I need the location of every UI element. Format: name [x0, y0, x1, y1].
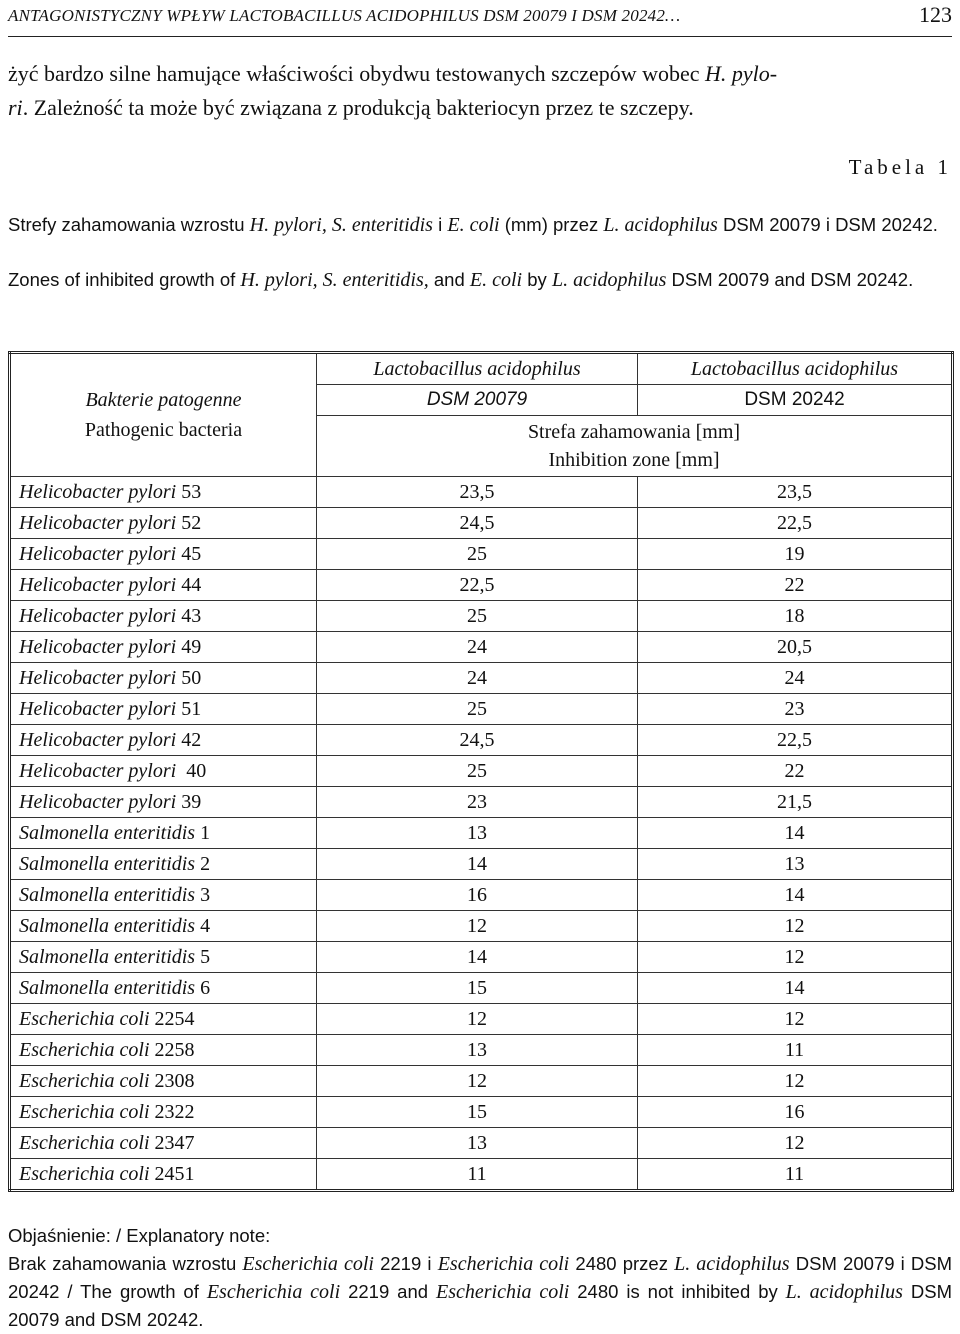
note-italic: Escherichia coli [437, 1253, 570, 1275]
table-row [10, 849, 953, 880]
pathogen-name-cell [10, 756, 317, 787]
table-row [10, 601, 953, 632]
pathogen-name-cell [10, 1066, 317, 1097]
table-row [10, 725, 953, 756]
pathogen-name-cell [10, 539, 317, 570]
pathogen-genus: Helicobacter pylori [19, 791, 177, 813]
header-strain-text: DSM 20079 [426, 389, 528, 410]
pathogen-genus: Salmonella enteritidis [19, 884, 196, 906]
table-row [10, 880, 953, 911]
value-dsm20079: 13 [317, 1128, 638, 1159]
value-dsm20242: 22,5 [637, 508, 952, 539]
inhibition-table [8, 351, 954, 1192]
pathogen-genus: Salmonella enteritidis [19, 853, 196, 875]
body-italic-span: H. pylo- [705, 61, 778, 86]
value-dsm20079: 24,5 [317, 508, 638, 539]
pathogen-name-cell [10, 849, 317, 880]
pathogen-genus: Escherichia coli [19, 1163, 150, 1185]
pathogen-name-cell [10, 694, 317, 725]
pathogen-name-cell [10, 973, 317, 1004]
header-species-text: Lactobacillus acidophilus [690, 358, 899, 380]
note-body [8, 1250, 952, 1334]
pathogen-strain: 39 [176, 791, 202, 813]
caption-italic: E. coli [447, 214, 500, 236]
caption-text: and [428, 269, 470, 290]
value-dsm20242: 18 [637, 601, 952, 632]
pathogen-name-cell [10, 508, 317, 539]
table-row [10, 1035, 953, 1066]
caption-text: Strefy zahamowania wzrostu [8, 214, 250, 235]
header-zone-pl: Strefa zahamowania [mm] [527, 421, 741, 443]
pathogen-strain: 2 [195, 853, 211, 875]
pathogen-genus: Escherichia coli [19, 1101, 150, 1123]
pathogen-name-cell [10, 880, 317, 911]
value-dsm20242: 14 [637, 973, 952, 1004]
pathogen-strain: 6 [195, 977, 211, 999]
header-pathogen-pl: Bakterie patogenne [85, 389, 242, 411]
body-text-span: żyć bardzo silne hamujące właściwości obydwu testowanych szczepów wobec [8, 61, 706, 86]
caption-text: (mm) przez [499, 214, 604, 235]
value-dsm20079: 22,5 [317, 570, 638, 601]
pathogen-strain: 1 [195, 822, 211, 844]
pathogen-name-cell [10, 1159, 317, 1191]
pathogen-name-cell [10, 725, 317, 756]
header-pathogen-cell [10, 353, 317, 477]
value-dsm20079: 16 [317, 880, 638, 911]
table-row [10, 508, 953, 539]
value-dsm20079: 12 [317, 911, 638, 942]
note-heading: Objaśnienie: / Explanatory note: [8, 1225, 271, 1246]
note-italic: Escherichia coli [436, 1281, 570, 1303]
caption-italic: E. coli [469, 269, 523, 291]
note-italic: L. acidophilus [785, 1281, 903, 1303]
table-caption-pl [8, 211, 952, 239]
caption-text: i [432, 214, 448, 235]
pathogen-genus: Helicobacter pylori [19, 574, 177, 596]
value-dsm20079: 12 [317, 1004, 638, 1035]
table-row [10, 694, 953, 725]
pathogen-genus: Helicobacter pylori [19, 636, 177, 658]
header-species-text: Lactobacillus acidophilus [373, 358, 581, 380]
pathogen-name-cell [10, 1035, 317, 1066]
note-italic: L. acidophilus [674, 1253, 790, 1275]
value-dsm20242: 14 [637, 880, 952, 911]
value-dsm20242: 12 [637, 911, 952, 942]
pathogen-genus: Helicobacter pylori [19, 512, 177, 534]
value-dsm20242: 20,5 [637, 632, 952, 663]
value-dsm20079: 24 [317, 632, 638, 663]
pathogen-strain: 45 [176, 543, 202, 565]
pathogen-strain: 2308 [149, 1070, 195, 1092]
value-dsm20242: 12 [637, 1004, 952, 1035]
table-body [10, 353, 953, 1191]
note-text: DSM 20079 and DSM 20242. [8, 1281, 952, 1330]
table-row [10, 942, 953, 973]
table-row [10, 973, 953, 1004]
caption-text: DSM 20079 and DSM 20242. [666, 269, 914, 290]
pathogen-genus: Salmonella enteritidis [19, 977, 196, 999]
value-dsm20242: 12 [637, 1128, 952, 1159]
pathogen-name-cell [10, 663, 317, 694]
value-dsm20079: 25 [317, 601, 638, 632]
table-row [10, 570, 953, 601]
table-row [10, 1159, 953, 1191]
pathogen-name-cell [10, 1004, 317, 1035]
value-dsm20079: 15 [317, 1097, 638, 1128]
value-dsm20079: 25 [317, 694, 638, 725]
header-pathogen-en: Pathogenic bacteria [84, 419, 243, 441]
pathogen-genus: Helicobacter pylori [19, 667, 177, 689]
value-dsm20242: 19 [637, 539, 952, 570]
value-dsm20242: 11 [637, 1035, 952, 1066]
pathogen-genus: Escherichia coli [19, 1132, 150, 1154]
pathogen-name-cell [10, 1097, 317, 1128]
header-zone-en: Inhibition zone [mm] [548, 449, 720, 471]
pathogen-name-cell [10, 570, 317, 601]
table-row [10, 756, 953, 787]
pathogen-genus: Helicobacter pylori [19, 605, 177, 627]
pathogen-strain: 2254 [149, 1008, 195, 1030]
pathogen-name-cell [10, 632, 317, 663]
value-dsm20242: 23,5 [637, 477, 952, 508]
note-italic: Escherichia coli [206, 1281, 341, 1303]
pathogen-strain: 52 [176, 512, 202, 534]
running-header [8, 0, 952, 37]
note-text: 2480 is not inhibited by [569, 1281, 786, 1302]
note-text: 2219 and [340, 1281, 436, 1302]
pathogen-strain: 42 [176, 729, 202, 751]
pathogen-genus: Helicobacter pylori [19, 481, 177, 503]
pathogen-strain: 40 [176, 760, 207, 782]
pathogen-strain: 49 [176, 636, 202, 658]
pathogen-strain: 2451 [149, 1163, 195, 1185]
value-dsm20242: 22 [637, 570, 952, 601]
value-dsm20242: 11 [637, 1159, 952, 1191]
value-dsm20242: 24 [637, 663, 952, 694]
pathogen-strain: 44 [176, 574, 202, 596]
pathogen-strain: 4 [195, 915, 211, 937]
pathogen-strain: 5 [195, 946, 211, 968]
value-dsm20079: 23,5 [317, 477, 638, 508]
pathogen-strain: 2322 [149, 1101, 195, 1123]
pathogen-strain: 43 [176, 605, 202, 627]
pathogen-genus: Helicobacter pylori [19, 698, 177, 720]
pathogen-genus: Helicobacter pylori [19, 729, 177, 751]
value-dsm20079: 23 [317, 787, 638, 818]
value-dsm20242: 23 [637, 694, 952, 725]
running-title: ANTAGONISTYCZNY WPŁYW LACTOBACILLUS ACIDOPHILUS DSM 20079 I DSM 20242… [8, 6, 681, 25]
value-dsm20242: 21,5 [637, 787, 952, 818]
caption-text: by [522, 269, 552, 290]
value-dsm20079: 14 [317, 849, 638, 880]
caption-text: DSM 20079 i DSM 20242. [717, 214, 938, 235]
note-italic: Escherichia coli [242, 1253, 374, 1275]
pathogen-name-cell [10, 601, 317, 632]
value-dsm20242: 22 [637, 756, 952, 787]
body-text-span: . Zależność ta może być związana z produkcją bakteriocyn przez te szczepy. [22, 95, 694, 120]
table-row [10, 818, 953, 849]
value-dsm20242: 22,5 [637, 725, 952, 756]
pathogen-name-cell [10, 1128, 317, 1159]
value-dsm20079: 15 [317, 973, 638, 1004]
pathogen-name-cell [10, 911, 317, 942]
note-text: 2480 przez [569, 1253, 675, 1274]
table-row [10, 911, 953, 942]
value-dsm20242: 16 [637, 1097, 952, 1128]
pathogen-strain: 51 [176, 698, 202, 720]
pathogen-genus: Salmonella enteritidis [19, 915, 196, 937]
header-row [10, 353, 953, 385]
body-paragraph [8, 57, 952, 125]
caption-italic: L. acidophilus [603, 214, 718, 236]
table-row [10, 539, 953, 570]
pathogen-genus: Helicobacter pylori [19, 543, 177, 565]
table-row [10, 477, 953, 508]
pathogen-strain: 50 [176, 667, 202, 689]
table-row [10, 1004, 953, 1035]
pathogen-genus: Escherichia coli [19, 1070, 150, 1092]
value-dsm20079: 12 [317, 1066, 638, 1097]
table-row [10, 1097, 953, 1128]
value-dsm20079: 25 [317, 756, 638, 787]
pathogen-strain: 2347 [149, 1132, 195, 1154]
pathogen-strain: 53 [176, 481, 202, 503]
header-col1-strain [317, 385, 638, 416]
pathogen-genus: Escherichia coli [19, 1008, 150, 1030]
pathogen-genus: Salmonella enteritidis [19, 822, 196, 844]
caption-italic: H. pylori, S. enteritidis, [240, 269, 429, 291]
table-row [10, 1066, 953, 1097]
pathogen-genus: Helicobacter pylori [19, 760, 177, 782]
caption-italic: L. acidophilus [551, 269, 667, 291]
table-caption-en [8, 266, 952, 294]
note-text: Brak zahamowania wzrostu [8, 1253, 243, 1274]
value-dsm20079: 14 [317, 942, 638, 973]
table-row [10, 1128, 953, 1159]
page-number: 123 [919, 2, 952, 27]
value-dsm20079: 13 [317, 1035, 638, 1066]
body-italic-span: ri [8, 95, 23, 120]
value-dsm20079: 24 [317, 663, 638, 694]
header-col2-strain: DSM 20242 [637, 385, 952, 416]
pathogen-genus: Salmonella enteritidis [19, 946, 196, 968]
header-zone-cell [317, 416, 953, 477]
value-dsm20242: 12 [637, 942, 952, 973]
value-dsm20242: 13 [637, 849, 952, 880]
pathogen-name-cell [10, 942, 317, 973]
pathogen-name-cell [10, 818, 317, 849]
pathogen-name-cell [10, 477, 317, 508]
caption-italic: H. pylori, S. enteritidis [249, 214, 433, 236]
value-dsm20079: 13 [317, 818, 638, 849]
table-row [10, 663, 953, 694]
header-col1-species [317, 353, 638, 385]
pathogen-name-cell [10, 787, 317, 818]
value-dsm20242: 14 [637, 818, 952, 849]
value-dsm20079: 11 [317, 1159, 638, 1191]
table-label: Tabela 1 [848, 155, 952, 179]
pathogen-strain: 3 [195, 884, 211, 906]
header-col2-species [637, 353, 952, 385]
pathogen-genus: Escherichia coli [19, 1039, 150, 1061]
table-row [10, 632, 953, 663]
value-dsm20242: 12 [637, 1066, 952, 1097]
note-text: DSM 20079 i DSM 20242 / The growth of [8, 1253, 953, 1302]
table-row [10, 787, 953, 818]
note-text: 2219 i [373, 1253, 438, 1274]
caption-text: Zones of inhibited growth of [8, 269, 241, 290]
value-dsm20079: 25 [317, 539, 638, 570]
value-dsm20079: 24,5 [317, 725, 638, 756]
pathogen-strain: 2258 [149, 1039, 195, 1061]
